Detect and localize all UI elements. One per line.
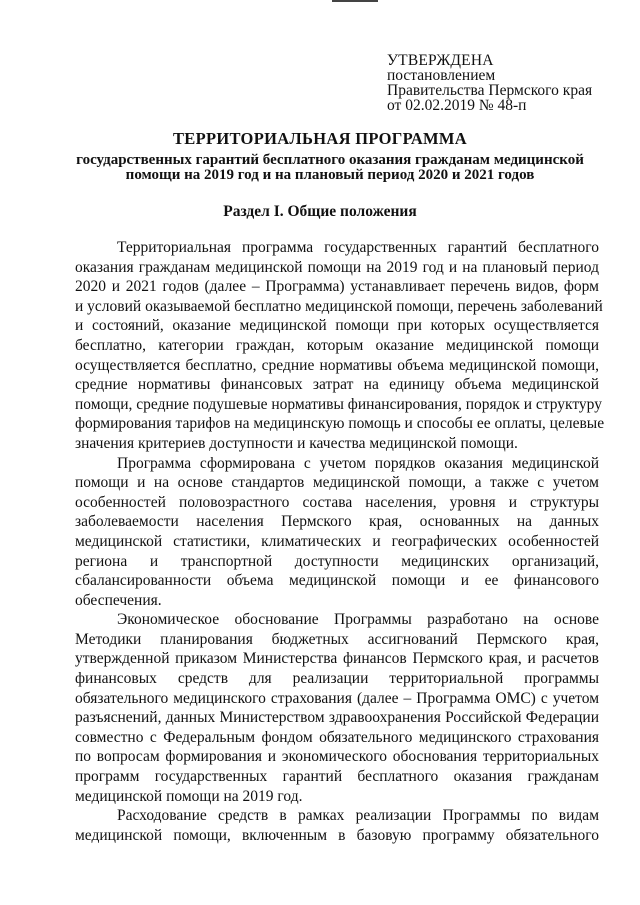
paragraph-line: особенностей половозрастного состава населения, уровня и структуры	[75, 493, 599, 511]
paragraph-line: бесплатно, категории граждан, которым оказание медицинской помощи	[75, 336, 599, 354]
document-title: ТЕРРИТОРИАЛЬНАЯ ПРОГРАММА	[172, 129, 468, 148]
paragraph-line: медицинской статистики, климатических и географических особенностей	[75, 532, 599, 550]
scan-edge-mark	[332, 0, 378, 2]
document-body	[75, 238, 605, 845]
paragraph-line: программ государственных гарантий бесплатного оказания гражданам	[75, 768, 599, 786]
approval-line-1: постановлением	[387, 67, 496, 84]
paragraph	[75, 454, 599, 611]
paragraph-line: средние нормативы финансовых затрат на единицу объема медицинской	[75, 376, 599, 394]
paragraph-line: утвержденной приказом Министерства финансов Пермского края, и расчетов	[75, 650, 599, 668]
paragraph-line: заболеваемости населения Пермского края, основанных на данных	[75, 513, 599, 531]
paragraph-line: Программа сформирована с учетом порядков оказания медицинской	[117, 454, 599, 472]
paragraph-line: по вопросам формирования и экономического обоснования территориальных	[75, 748, 599, 766]
paragraph-line: обязательного медицинского страхования (далее – Программа ОМС) с учетом	[75, 689, 599, 707]
paragraph-line: обеспечения.	[75, 591, 162, 609]
paragraph-line: Методики планирования бюджетных ассигнований Пермского края,	[75, 630, 599, 648]
paragraph-line: финансовых средств для реализации территориальной программы	[75, 670, 599, 688]
paragraph-line: 2020 и 2021 годов (далее – Программа) устанавливает перечень видов, форм	[75, 278, 599, 296]
paragraph-line: медицинской помощи, включенным в базовую программу обязательного	[75, 826, 599, 844]
approval-line-3: от 02.02.2019 № 48-п	[387, 97, 527, 114]
approval-line-2: Правительства Пермского края	[387, 82, 593, 99]
paragraph-line: и состояний, оказание медицинской помощи при которых осуществляется	[75, 317, 599, 335]
section-heading: Раздел I. Общие положения	[223, 203, 417, 220]
subtitle-line-2: помощи на 2019 год и на плановый период 2020 и 2021 годов	[125, 167, 535, 183]
paragraph-line: значения критериев доступности и качества медицинской помощи.	[75, 434, 518, 452]
paragraph-line: и условий оказываемой бесплатно медицинской помощи, перечень заболеваний	[75, 297, 603, 315]
approval-title: УТВЕРЖДЕНА	[387, 52, 494, 69]
paragraph-line: помощи и на основе стандартов медицинской помощи, а также с учетом	[75, 474, 599, 492]
subtitle-line-1: государственных гарантий бесплатного оказания гражданам медицинской	[76, 152, 584, 168]
paragraph-line: Экономическое обоснование Программы разработано на основе	[117, 611, 599, 629]
paragraph-line: оказания гражданам медицинской помощи на 2019 год и на плановый период	[75, 258, 599, 276]
paragraph-line: медицинской помощи на 2019 год.	[75, 787, 303, 805]
paragraph-line: формирования тарифов на медицинскую помощь и способы ее оплаты, целевые	[75, 415, 605, 433]
paragraph	[75, 238, 605, 454]
paragraph-line: разъяснений, данных Министерством здравоохранения Российской Федерации	[75, 709, 599, 727]
paragraph-line: Территориальная программа государственных гарантий бесплатного	[117, 239, 599, 256]
paragraph-line: помощи, средние подушевые нормативы финансирования, порядок и структуру	[75, 395, 602, 413]
paragraph-line: осуществляется бесплатно, средние нормативы объема медицинской помощи,	[75, 356, 599, 374]
paragraph-line: сбалансированности объема медицинской помощи и ее финансового	[75, 572, 599, 590]
paragraph-line: региона и транспортной доступности медицинских организаций,	[75, 552, 599, 570]
approval-stamp	[387, 53, 592, 113]
paragraph-line: совместно с Федеральным фондом обязательного медицинского страхования	[75, 728, 599, 746]
paragraph	[75, 610, 599, 806]
paragraph	[75, 806, 599, 845]
document-subtitle	[60, 153, 600, 183]
paragraph-line: Расходование средств в рамках реализации Программы по видам	[117, 807, 599, 825]
